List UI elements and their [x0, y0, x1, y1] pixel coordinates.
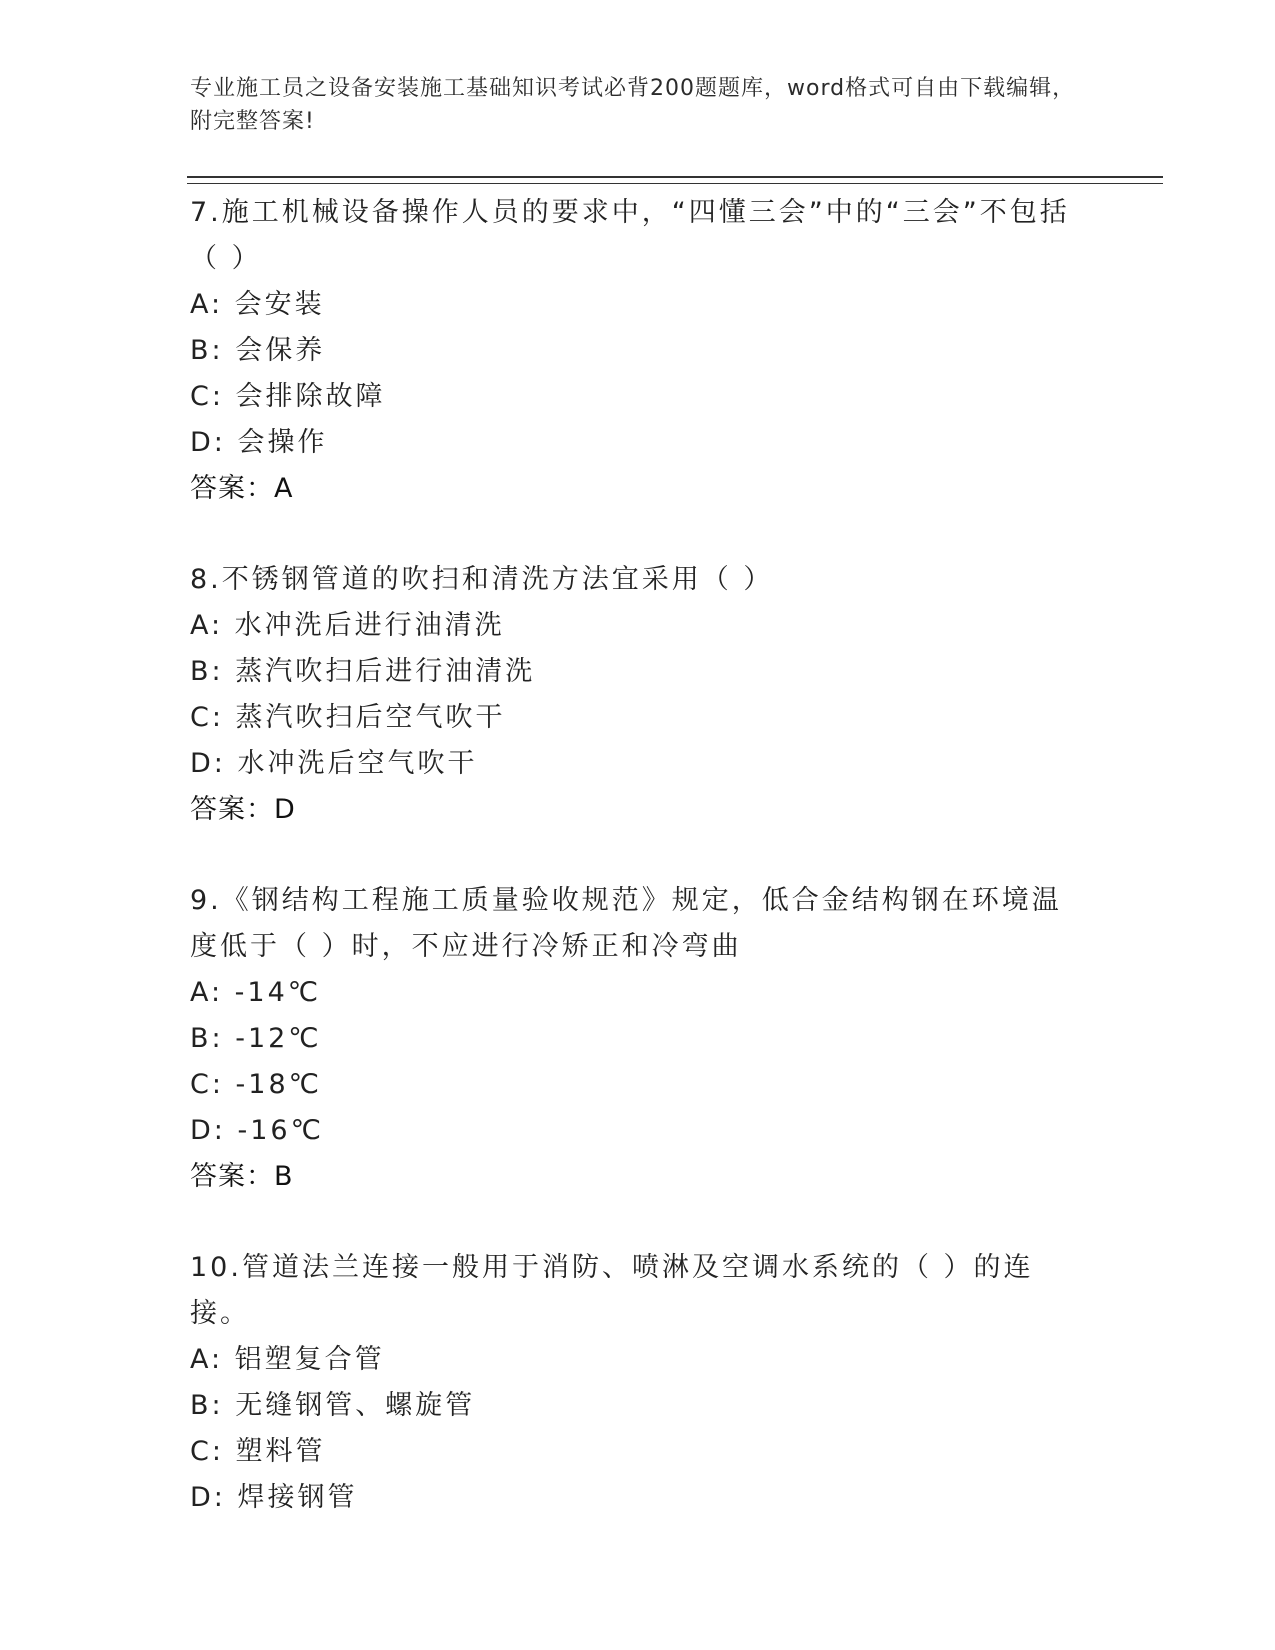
header-divider: [187, 176, 1163, 184]
document-header: 专业施工员之设备安装施工基础知识考试必背200题题库，word格式可自由下载编辑，附完整答案!: [190, 76, 1076, 134]
answer-value: D: [274, 794, 295, 825]
option-c: C: 蒸汽吹扫后空气吹干: [190, 702, 506, 733]
answer-label: 答案：: [190, 473, 274, 504]
option-c: C: 塑料管: [190, 1436, 326, 1467]
answer-label: 答案：: [190, 794, 274, 825]
answer-value: B: [274, 1161, 293, 1192]
option-a: A: 水冲洗后进行油清洗: [190, 610, 505, 641]
answer-line: [190, 466, 1090, 512]
question-item: [190, 190, 1090, 512]
option-b: B: 会保养: [190, 335, 326, 366]
answer-line: [190, 1154, 1090, 1200]
answer-value: A: [274, 473, 293, 504]
option-a: A: -14℃: [190, 977, 322, 1008]
option-d: D: 焊接钢管: [190, 1482, 358, 1513]
option-b: B: -12℃: [190, 1023, 322, 1054]
question-item: [190, 557, 1090, 833]
option-a: A: 会安装: [190, 289, 325, 320]
option-c: C: 会排除故障: [190, 381, 386, 412]
question-stem: 7.施工机械设备操作人员的要求中，“四懂三会”中的“三会”不包括（ ）: [190, 197, 1070, 274]
question-item: [190, 878, 1090, 1200]
option-b: B: 无缝钢管、螺旋管: [190, 1390, 476, 1421]
question-stem: 8.不锈钢管道的吹扫和清洗方法宜采用（ ）: [190, 564, 774, 595]
question-stem: 10.管道法兰连接一般用于消防、喷淋及空调水系统的（ ）的连接。: [190, 1252, 1034, 1329]
question-list: [190, 190, 1090, 1566]
answer-label: 答案：: [190, 1161, 274, 1192]
option-a: A: 铝塑复合管: [190, 1344, 385, 1375]
option-b: B: 蒸汽吹扫后进行油清洗: [190, 656, 536, 687]
option-d: D: 会操作: [190, 427, 328, 458]
option-d: D: 水冲洗后空气吹干: [190, 748, 478, 779]
option-c: C: -18℃: [190, 1069, 322, 1100]
option-d: D: -16℃: [190, 1115, 324, 1146]
question-stem: 9.《钢结构工程施工质量验收规范》规定，低合金结构钢在环境温度低于（ ）时，不应进行冷矫正和冷弯曲: [190, 885, 1062, 962]
answer-line: [190, 787, 1090, 833]
question-item: [190, 1245, 1090, 1521]
